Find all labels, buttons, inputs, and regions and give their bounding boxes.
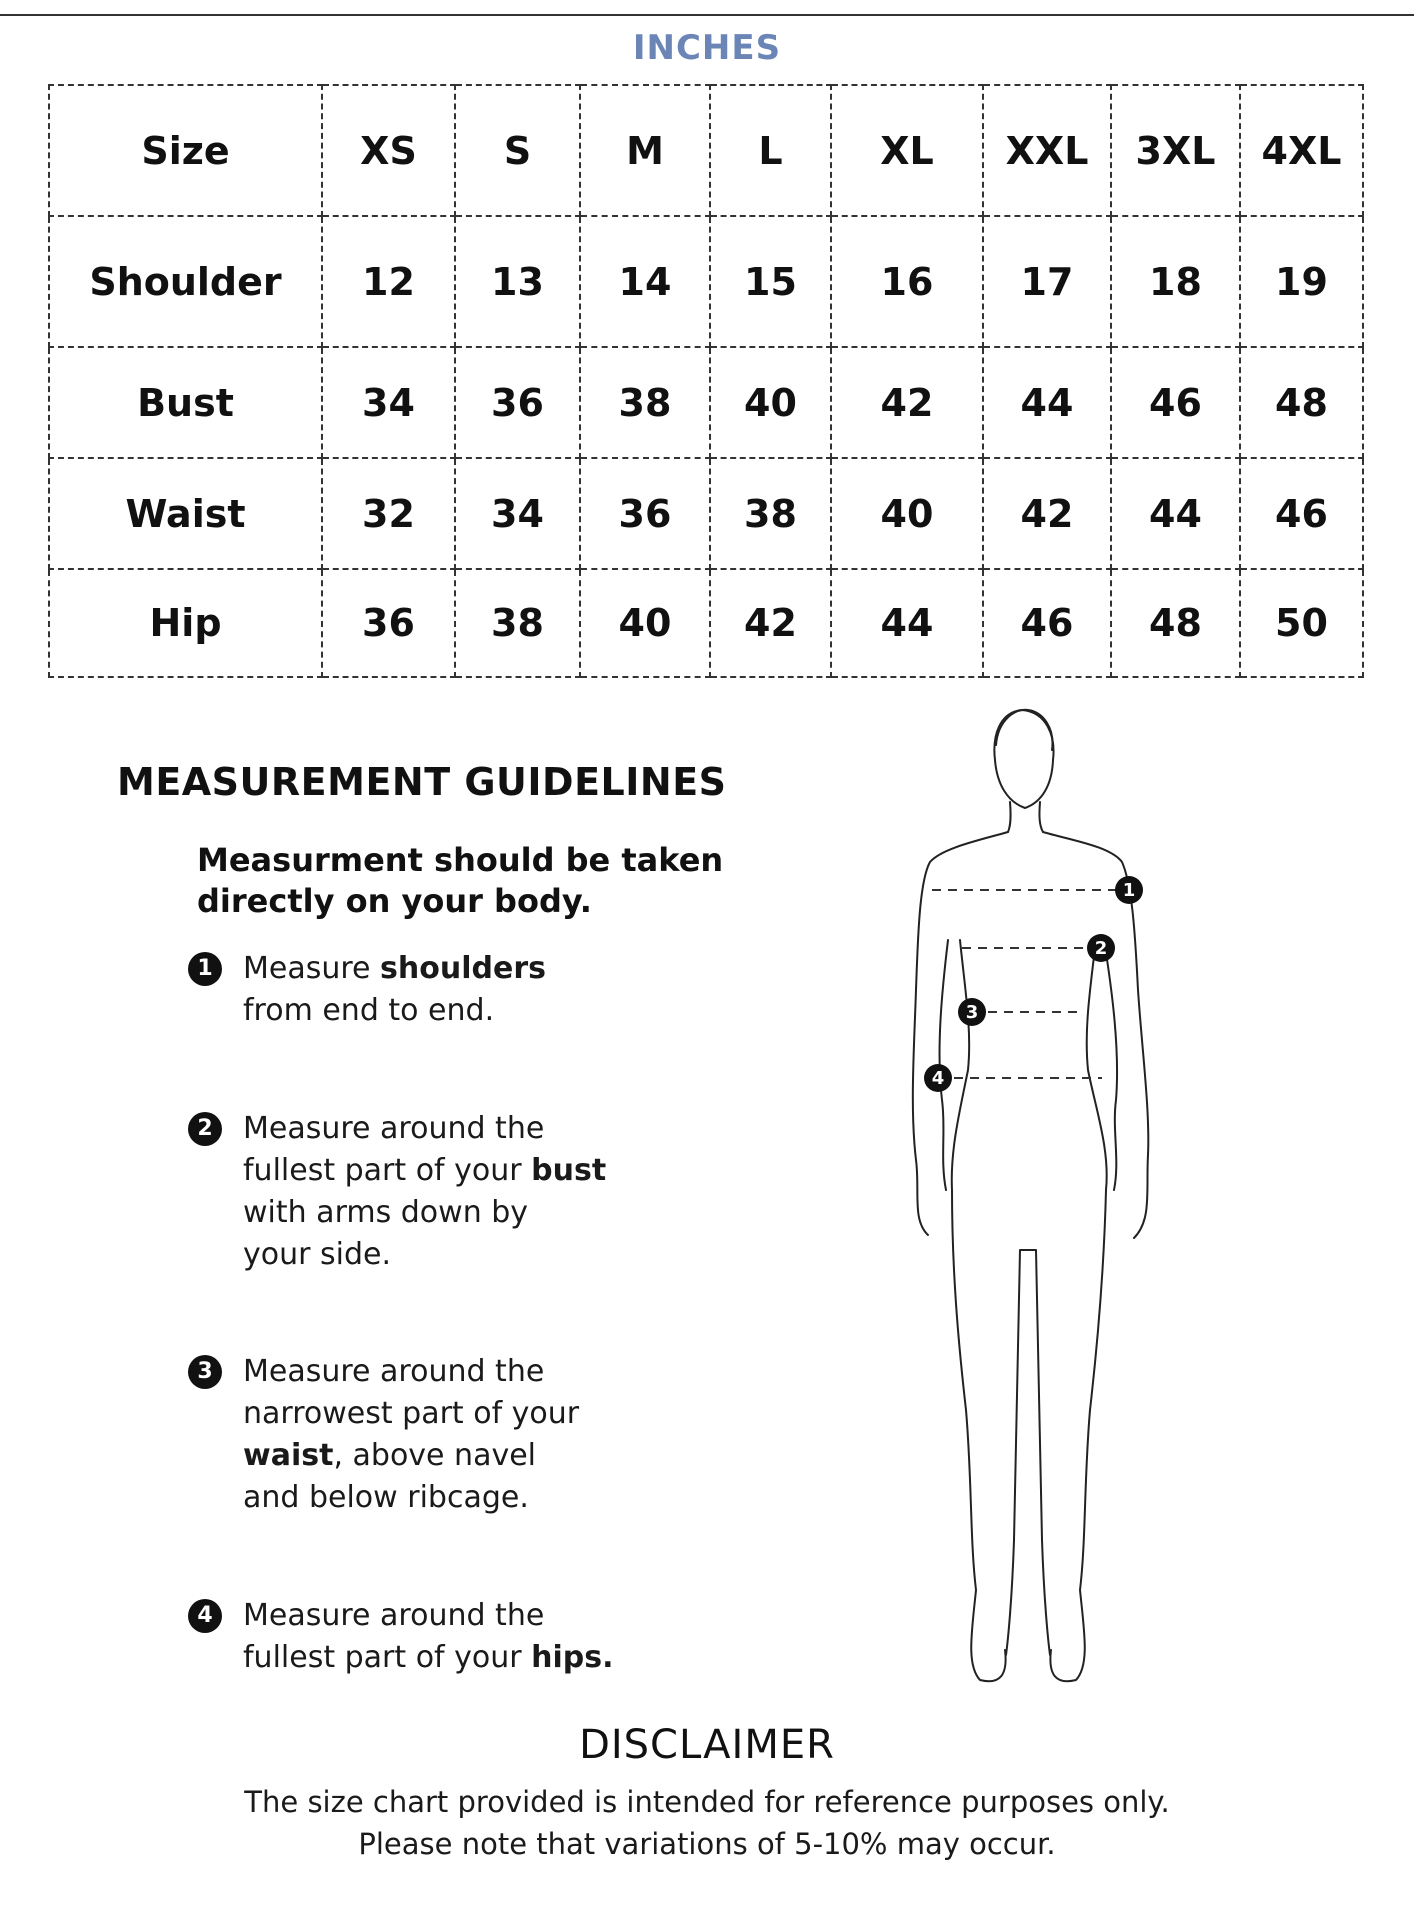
value-cell: 46 (1240, 458, 1363, 569)
value-cell: 14 (580, 216, 710, 347)
guideline-step-4 (188, 1595, 668, 1679)
step-text (243, 1351, 668, 1519)
step-line: with arms down by (243, 1195, 529, 1230)
step-line (243, 1640, 614, 1675)
value-cell: 34 (455, 458, 580, 569)
step-text-fragment: fullest part of your (243, 1640, 532, 1675)
step-line (243, 1438, 536, 1473)
value-cell: 38 (580, 347, 710, 458)
step-line (243, 951, 546, 986)
value-cell: 48 (1111, 569, 1240, 677)
guideline-step-2 (188, 1108, 668, 1276)
header-cell: XXL (983, 85, 1111, 216)
step-line (243, 1153, 606, 1188)
step-number-badge: 2 (188, 1112, 222, 1146)
marker-1 (1115, 876, 1143, 904)
step-line: your side. (243, 1237, 391, 1272)
row-label: Bust (49, 347, 322, 458)
head-outline (994, 710, 1053, 808)
step-keyword: waist (243, 1438, 334, 1473)
value-cell: 38 (455, 569, 580, 677)
value-cell: 15 (710, 216, 831, 347)
header-cell: 3XL (1111, 85, 1240, 216)
step-text (243, 1595, 668, 1679)
marker-2-label: 2 (1094, 938, 1108, 959)
guidelines-intro (197, 840, 757, 922)
value-cell: 13 (455, 216, 580, 347)
value-cell: 38 (710, 458, 831, 569)
step-text-fragment: fullest part of your (243, 1153, 532, 1188)
marker-4 (924, 1064, 952, 1092)
value-cell: 16 (831, 216, 983, 347)
table-row-shoulder (49, 216, 1363, 347)
size-chart-table (48, 84, 1364, 678)
value-cell: 36 (455, 347, 580, 458)
step-number-badge: 1 (188, 952, 222, 986)
torso-right (1050, 940, 1106, 1681)
value-cell: 42 (831, 347, 983, 458)
row-label: Hip (49, 569, 322, 677)
row-label: Waist (49, 458, 322, 569)
value-cell: 34 (322, 347, 455, 458)
value-cell: 46 (983, 569, 1111, 677)
hair-outline (996, 710, 1052, 750)
step-text-fragment: , above navel (333, 1438, 536, 1473)
value-cell: 12 (322, 216, 455, 347)
step-line: narrowest part of your (243, 1396, 580, 1431)
step-keyword: shoulders (380, 951, 546, 986)
value-cell: 42 (983, 458, 1111, 569)
step-line: Measure around the (243, 1354, 545, 1389)
marker-3 (958, 998, 986, 1026)
disclaimer-line: Please note that variations of 5-10% may occur. (358, 1827, 1056, 1861)
value-cell: 40 (831, 458, 983, 569)
row-label: Shoulder (49, 216, 322, 347)
header-cell: 4XL (1240, 85, 1363, 216)
disclaimer-title: DISCLAIMER (579, 1722, 835, 1768)
table-row-bust (49, 347, 1363, 458)
unit-title: INCHES (632, 28, 782, 68)
value-cell: 17 (983, 216, 1111, 347)
header-cell: XS (322, 85, 455, 216)
step-text (243, 1108, 668, 1276)
value-cell: 44 (831, 569, 983, 677)
value-cell: 36 (580, 458, 710, 569)
value-cell: 46 (1111, 347, 1240, 458)
value-cell: 42 (710, 569, 831, 677)
leg-inner (1006, 1250, 1050, 1655)
top-rule (0, 14, 1414, 16)
value-cell: 48 (1240, 347, 1363, 458)
torso-left (952, 940, 1006, 1681)
value-cell: 40 (580, 569, 710, 677)
guidelines-title: MEASUREMENT GUIDELINES (117, 760, 727, 804)
disclaimer-line: The size chart provided is intended for reference purposes only. (244, 1785, 1170, 1819)
step-line: Measure around the (243, 1111, 545, 1146)
step-line: and below ribcage. (243, 1480, 529, 1515)
value-cell: 44 (1111, 458, 1240, 569)
step-line: Measure around the (243, 1598, 545, 1633)
step-number-badge: 4 (188, 1599, 222, 1633)
marker-4-label: 4 (931, 1068, 945, 1089)
neck-right (1039, 802, 1043, 832)
value-cell: 19 (1240, 216, 1363, 347)
body-figure-illustration (880, 690, 1200, 1710)
step-text-fragment: Measure (243, 951, 381, 986)
value-cell: 44 (983, 347, 1111, 458)
header-cell: XL (831, 85, 983, 216)
header-cell: L (710, 85, 831, 216)
header-cell: S (455, 85, 580, 216)
step-number-badge: 3 (188, 1355, 222, 1389)
header-cell: Size (49, 85, 322, 216)
step-line: from end to end. (243, 993, 495, 1028)
value-cell: 18 (1111, 216, 1240, 347)
step-keyword: bust (531, 1153, 607, 1188)
table-row-hip (49, 569, 1363, 677)
value-cell: 50 (1240, 569, 1363, 677)
shoulder-left (913, 832, 1008, 1235)
value-cell: 32 (322, 458, 455, 569)
table-row-waist (49, 458, 1363, 569)
value-cell: 36 (322, 569, 455, 677)
header-row (49, 85, 1363, 216)
marker-3-label: 3 (965, 1002, 979, 1023)
step-keyword: hips. (531, 1640, 614, 1675)
marker-2 (1087, 934, 1115, 962)
guideline-step-1 (188, 948, 668, 1032)
value-cell: 40 (710, 347, 831, 458)
marker-1-label: 1 (1122, 880, 1136, 901)
guideline-step-3 (188, 1351, 668, 1519)
step-text (243, 948, 668, 1032)
intro-line: directly on your body. (197, 882, 592, 920)
header-cell: M (580, 85, 710, 216)
intro-line: Measurment should be taken (197, 841, 724, 879)
neck-left (1008, 802, 1011, 832)
